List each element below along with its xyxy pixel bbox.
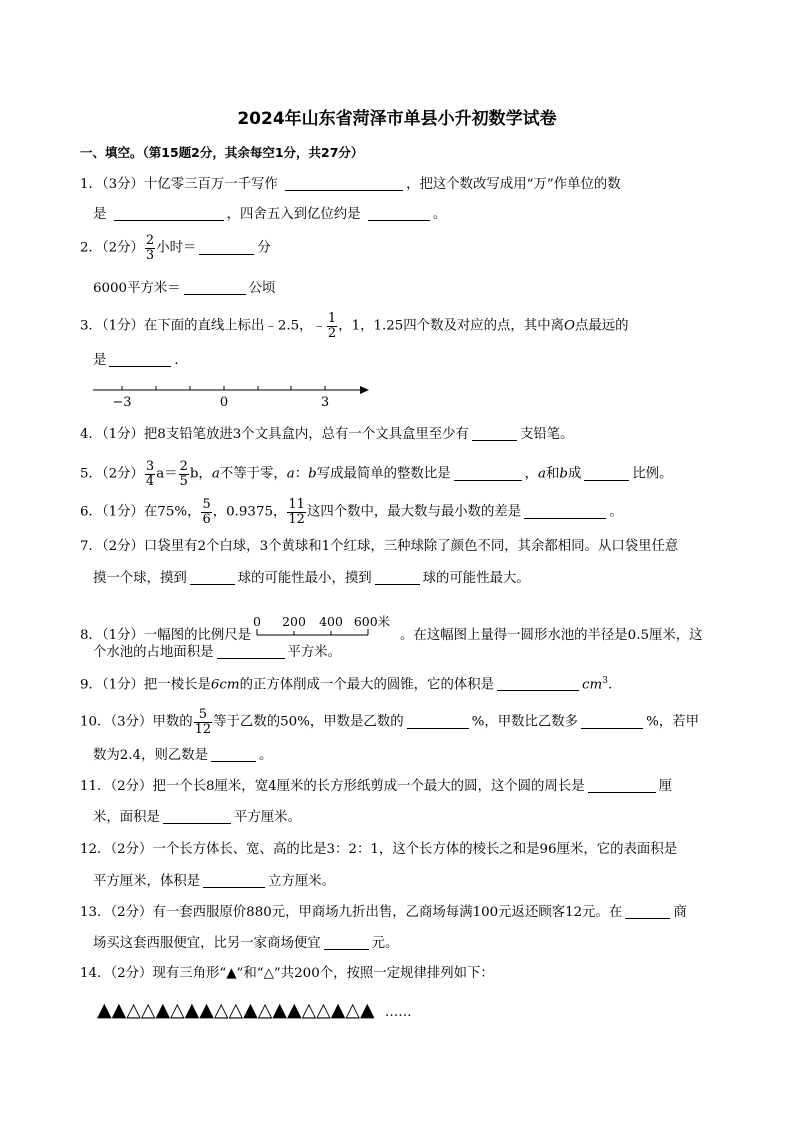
- question-text: a＝: [156, 466, 178, 482]
- question-8-cont: [93, 645, 341, 659]
- denominator: 12: [194, 721, 212, 737]
- numerator: 5: [202, 497, 211, 512]
- scale-label-600: 600米: [353, 615, 391, 629]
- section-heading: 一、填空。（第15题2分，其余每空1分，共27分）: [80, 145, 364, 160]
- question-text: 口袋里有2个白球，3个黄球和1个红球，三种球除了颜色不同，其余都相同。从口袋里任意: [143, 539, 679, 554]
- question-number: 13．: [80, 905, 111, 920]
- variable: a: [538, 466, 546, 482]
- question-text: 米，面积是: [93, 810, 160, 825]
- question-5: [80, 460, 673, 488]
- question-points: （1分）: [101, 504, 144, 520]
- question-text: 写成最简单的整数比是: [316, 466, 451, 482]
- answer-blank[interactable]: [497, 677, 579, 691]
- question-text: 在下面的直线上标出﹣2.5，: [143, 318, 313, 334]
- fraction: [179, 460, 189, 488]
- answer-blank[interactable]: [190, 571, 235, 585]
- question-number: 5．: [80, 466, 102, 482]
- measurement: 6cm: [210, 677, 240, 693]
- question-number: 12．: [80, 842, 111, 857]
- question-text: %，若甲: [646, 714, 699, 730]
- minus-sign: ﹣: [312, 318, 326, 334]
- denominator: 6: [202, 511, 211, 527]
- question-1: [80, 177, 621, 191]
- question-text: 厘: [658, 779, 672, 794]
- question-10-cont: [93, 748, 272, 762]
- answer-blank[interactable]: [211, 748, 256, 762]
- number-line-arrow: [360, 386, 369, 394]
- question-text: 比例。: [632, 466, 673, 482]
- question-text: 立方厘米。: [268, 874, 336, 889]
- question-text: %，甲数比乙数多: [471, 714, 579, 730]
- question-points: （2分）: [110, 779, 153, 794]
- denominator: 5: [179, 473, 188, 489]
- fraction: [327, 312, 337, 340]
- numerator: 2: [179, 459, 188, 474]
- question-points: （3分）: [110, 714, 153, 730]
- answer-blank[interactable]: [109, 353, 171, 367]
- question-number: 2．: [80, 240, 102, 256]
- scale-label-200: 200: [282, 615, 306, 629]
- question-text: 小时＝: [156, 240, 197, 256]
- question-text: 等于乙数的50%，甲数是乙数的: [213, 714, 404, 730]
- question-points: （2分）: [110, 905, 153, 920]
- scale-label-0: 0: [253, 615, 262, 629]
- numerator: 5: [194, 708, 213, 723]
- denominator: 12: [288, 511, 305, 527]
- answer-blank[interactable]: [472, 427, 517, 441]
- triangle-pattern-row: [97, 1001, 412, 1020]
- scale-label-400: 400: [319, 615, 343, 629]
- question-13: [80, 905, 687, 919]
- question-text: 和: [546, 466, 560, 482]
- question-text: 个水池的占地面积是: [93, 645, 214, 660]
- question-6: [80, 498, 623, 526]
- denominator: 3: [145, 247, 155, 263]
- question-text: 点最远的: [574, 318, 629, 334]
- question-text: 平方厘米，体积是: [93, 874, 201, 889]
- question-number: 11．: [80, 779, 111, 794]
- question-points: （2分）: [101, 240, 144, 256]
- question-9: [80, 677, 612, 692]
- question-points: （2分）: [110, 966, 153, 981]
- answer-blank[interactable]: [285, 177, 403, 191]
- question-12-cont: [93, 874, 335, 888]
- question-3: [80, 312, 629, 340]
- answer-blank[interactable]: [199, 241, 254, 255]
- answer-blank[interactable]: [114, 207, 224, 221]
- question-text: ，1，1.25四个数及对应的点，其中离: [338, 318, 564, 334]
- question-text: 数为2.4，则乙数是: [93, 748, 209, 763]
- question-text: 。: [432, 207, 447, 222]
- question-text: 平方米。: [287, 645, 342, 660]
- question-text: 是: [93, 207, 107, 222]
- question-text: 把一棱长是: [143, 677, 211, 693]
- question-text: 摸一个球，摸到: [93, 571, 187, 586]
- question-11-cont: [93, 810, 301, 824]
- question-text: 分: [257, 240, 271, 256]
- answer-blank[interactable]: [524, 505, 606, 519]
- axis-label-3: 3: [320, 395, 330, 410]
- question-text: 平方厘米。: [233, 810, 301, 825]
- question-text: ，: [524, 466, 539, 482]
- question-7: [80, 540, 678, 553]
- variable: b: [559, 466, 568, 482]
- answer-blank[interactable]: [375, 571, 420, 585]
- fraction: [194, 708, 213, 736]
- numerator: 11: [288, 497, 305, 512]
- question-number: 4．: [80, 427, 102, 442]
- question-points: （1分）: [101, 427, 144, 442]
- axis-label-0: 0: [219, 395, 229, 410]
- question-points: （2分）: [110, 842, 153, 857]
- question-text: 球的可能性最大。: [422, 571, 530, 586]
- question-2: [80, 234, 271, 262]
- question-text: 把一个长8厘米，宽4厘米的长方形纸剪成一个最大的圆，这个圆的周长是: [152, 779, 585, 794]
- question-text: 。在这幅图上量得一圆形水池的半径是0.5厘米，这: [400, 628, 703, 643]
- answer-blank[interactable]: [625, 905, 670, 919]
- question-text: 一幅图的比例尺是: [143, 628, 252, 643]
- question-text: .: [607, 677, 613, 693]
- question-text: 元。: [371, 936, 399, 951]
- denominator: 2: [327, 325, 337, 341]
- question-number: 1．: [80, 177, 102, 192]
- question-points: （3分）: [101, 177, 144, 192]
- numerator: 2: [145, 233, 155, 248]
- point-label: O: [564, 318, 575, 334]
- question-text: 这四个数中，最大数与最小数的差是: [306, 504, 522, 520]
- numerator: 3: [145, 459, 155, 474]
- fraction: [145, 460, 155, 488]
- question-number: 8．: [80, 628, 102, 643]
- question-number: 6．: [80, 504, 102, 520]
- answer-blank[interactable]: [203, 874, 265, 888]
- number-line-ticks: [122, 386, 325, 390]
- question-text: 十亿零三百万一千写作: [143, 177, 278, 192]
- question-text: 是: [93, 353, 107, 368]
- question-text: ，把这个数改写成用“万”作单位的数: [406, 177, 621, 192]
- question-text: 成: [567, 466, 582, 482]
- question-text: 把8支铅笔放进3个文具盒内，总有一个文具盒里至少有: [143, 427, 469, 442]
- question-11: [80, 779, 672, 793]
- scale-bar: [253, 615, 398, 647]
- question-number: 3．: [80, 318, 102, 334]
- question-number: 10．: [80, 714, 111, 730]
- question-number: 9．: [80, 677, 102, 693]
- question-text: ：: [294, 466, 309, 482]
- question-3-cont: [93, 353, 188, 367]
- axis-label-neg3: −3: [112, 395, 132, 410]
- question-text: 球的可能性最小，摸到: [237, 571, 372, 586]
- answer-blank[interactable]: [368, 207, 430, 221]
- question-points: （2分）: [101, 539, 144, 554]
- question-points: （2分）: [101, 466, 144, 482]
- question-4: [80, 427, 574, 441]
- question-2-cont: [93, 281, 275, 295]
- question-text: ，0.9375，: [212, 504, 287, 520]
- question-number: 7．: [80, 539, 102, 554]
- numerator: 1: [327, 311, 337, 326]
- question-text: 商: [673, 905, 687, 920]
- question-text: 。: [259, 748, 273, 763]
- answer-blank[interactable]: [588, 779, 656, 793]
- unit: cm: [582, 677, 603, 693]
- question-text: 现有三角形“▲”和“△”共200个，按照一定规律排列如下：: [152, 966, 494, 981]
- scale-ruler: [257, 629, 368, 635]
- answer-blank[interactable]: [217, 645, 285, 659]
- question-text: 公顷: [248, 281, 276, 296]
- variable: a: [211, 466, 220, 482]
- question-13-cont: [93, 936, 398, 950]
- question-7-cont: [93, 571, 530, 585]
- triangle-pattern: ▲▲△△▲△▲▲△△▲△▲▲△△▲△▲: [97, 999, 375, 1021]
- question-points: （1分）: [101, 628, 144, 643]
- variable: a: [286, 466, 295, 482]
- question-text: ．: [174, 353, 188, 368]
- ellipsis: ……: [384, 1005, 412, 1020]
- number-line: [90, 381, 380, 411]
- question-text: 场买这套西服便宜，比另一家商场便宜: [93, 936, 321, 951]
- question-8: [80, 615, 703, 647]
- answer-blank[interactable]: [184, 281, 246, 295]
- question-text: 甲数的: [152, 714, 193, 730]
- unit-exponent: 3: [602, 676, 608, 686]
- question-1-cont: [93, 207, 446, 221]
- question-text: b，: [189, 466, 212, 482]
- answer-blank[interactable]: [163, 810, 231, 824]
- answer-blank[interactable]: [407, 715, 469, 729]
- question-14: [80, 967, 494, 980]
- page-title: 2024年山东省菏泽市单县小升初数学试卷: [237, 109, 557, 129]
- question-text: 一个长方体长、宽、高的比是3：2：1，这个长方体的棱长之和是96厘米，它的表面积是: [152, 842, 678, 857]
- answer-blank[interactable]: [454, 467, 522, 481]
- question-12: [80, 843, 677, 856]
- answer-blank[interactable]: [584, 467, 629, 481]
- question-points: （1分）: [101, 677, 144, 693]
- question-10: [80, 708, 699, 736]
- question-points: （1分）: [101, 318, 144, 334]
- question-text: 的正方体削成一个最大的圆锥，它的体积是: [239, 677, 495, 693]
- question-text: 有一套西服原价880元，甲商场九折出售，乙商场每满100元返还顾客12元。在: [152, 905, 623, 920]
- fraction: [201, 498, 211, 526]
- answer-blank[interactable]: [581, 715, 643, 729]
- question-text: 在75%，: [143, 504, 201, 520]
- fraction: [145, 234, 155, 262]
- denominator: 4: [145, 473, 155, 489]
- question-number: 14．: [80, 966, 111, 981]
- question-text: 支铅笔。: [519, 427, 574, 442]
- question-text: 不等于零，: [219, 466, 287, 482]
- question-text: ，四舍五入到亿位约是: [226, 207, 361, 222]
- variable: b: [308, 466, 317, 482]
- question-text: 6000平方米＝: [93, 281, 181, 296]
- question-text: 。: [609, 504, 623, 520]
- fraction: [287, 498, 306, 526]
- answer-blank[interactable]: [324, 936, 369, 950]
